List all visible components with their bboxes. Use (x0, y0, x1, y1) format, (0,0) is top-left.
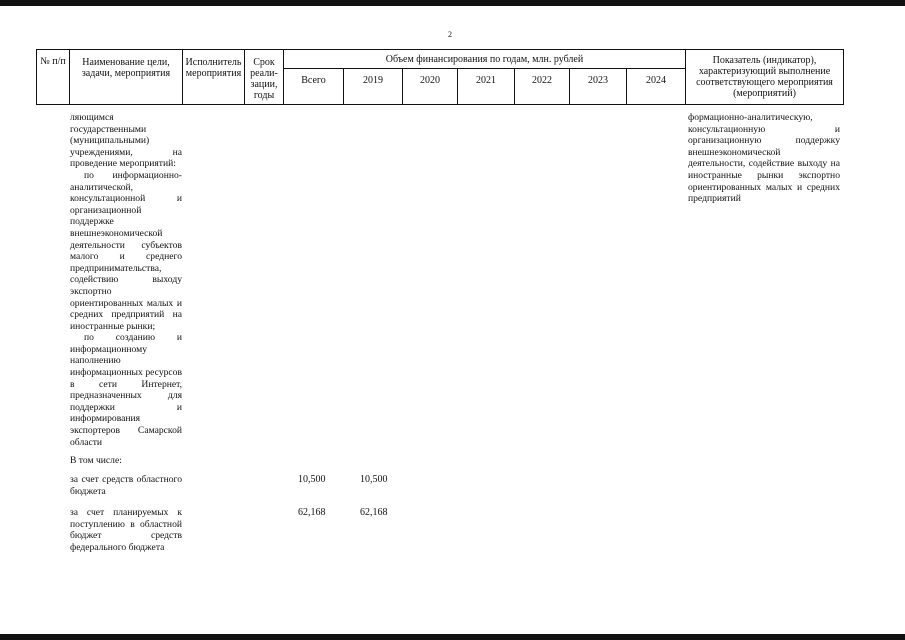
header-indicator: Показатель (индикатор), характеризующий выполнение соответствующего мероприятия (мероприятий) (696, 55, 833, 99)
header-year-2020: 2020 (420, 75, 440, 86)
header-name: Наименование цели, задачи, мероприятия (81, 57, 171, 79)
col-rule (569, 68, 570, 105)
col-rule (457, 68, 458, 105)
header-year-2023: 2023 (588, 75, 608, 86)
federal-budget-2019: 62,168 (360, 507, 388, 518)
regional-budget-total: 10,500 (298, 474, 326, 485)
measure-text-2: по информационно-аналитической, консультационной и организационной поддержке внешнеэкономической деятельности субъектов малого и среднего предпринимательства, содействию выходу экспортно ориентированных малых и средних предприятий на иностранные рынки; (70, 169, 182, 332)
measure-text-1: ляющимся государственными (муниципальными) учреждениями, на проведение мероприятий: (70, 112, 182, 170)
header-year-2021: 2021 (476, 75, 496, 86)
col-rule (402, 68, 403, 105)
federal-budget-label: за счет планируемых к поступлению в областной бюджет средств федерального бюджета (70, 507, 182, 553)
header-bottom-rule (36, 104, 844, 105)
header-total: Всего (301, 75, 326, 86)
col-rule (244, 49, 245, 105)
col-rule (626, 68, 627, 105)
indicator-text: формационно-аналитическую, консультационную и организационную поддержку внешнеэкономической деятельности, содействие выходу на иностранные рынки экспортно ориентированных малых и средних предприятий (688, 112, 840, 205)
header-year-2022: 2022 (532, 75, 552, 86)
measure-description (70, 112, 182, 448)
col-rule (343, 68, 344, 105)
header-term: Срок реали-зации, годы (250, 57, 278, 101)
col-rule (685, 49, 686, 105)
table-header (36, 49, 844, 105)
header-number: № п/п (40, 56, 66, 67)
regional-budget-2019: 10,500 (360, 474, 388, 485)
header-top-rule (36, 49, 844, 50)
indicator-description (688, 112, 840, 205)
scan-bottom-border (0, 634, 905, 640)
page-number: 2 (448, 30, 452, 39)
header-year-2019: 2019 (363, 75, 383, 86)
header-funding-group: Объем финансирования по годам, млн. рублей (385, 54, 584, 65)
col-rule (514, 68, 515, 105)
federal-budget-total: 62,168 (298, 507, 326, 518)
header-year-2024: 2024 (646, 75, 666, 86)
col-rule (843, 49, 844, 105)
scan-top-border (0, 0, 905, 6)
measure-text-3: по созданию и информационному наполнению информационных ресурсов в сети Интернет, предназначенных для поддержки и информирования экспортеров Самарской области (70, 332, 182, 448)
including-label: В том числе: (70, 455, 122, 466)
header-executor: Исполнитель мероприятия (185, 57, 242, 79)
regional-budget-label: за счет средств областного бюджета (70, 474, 182, 497)
